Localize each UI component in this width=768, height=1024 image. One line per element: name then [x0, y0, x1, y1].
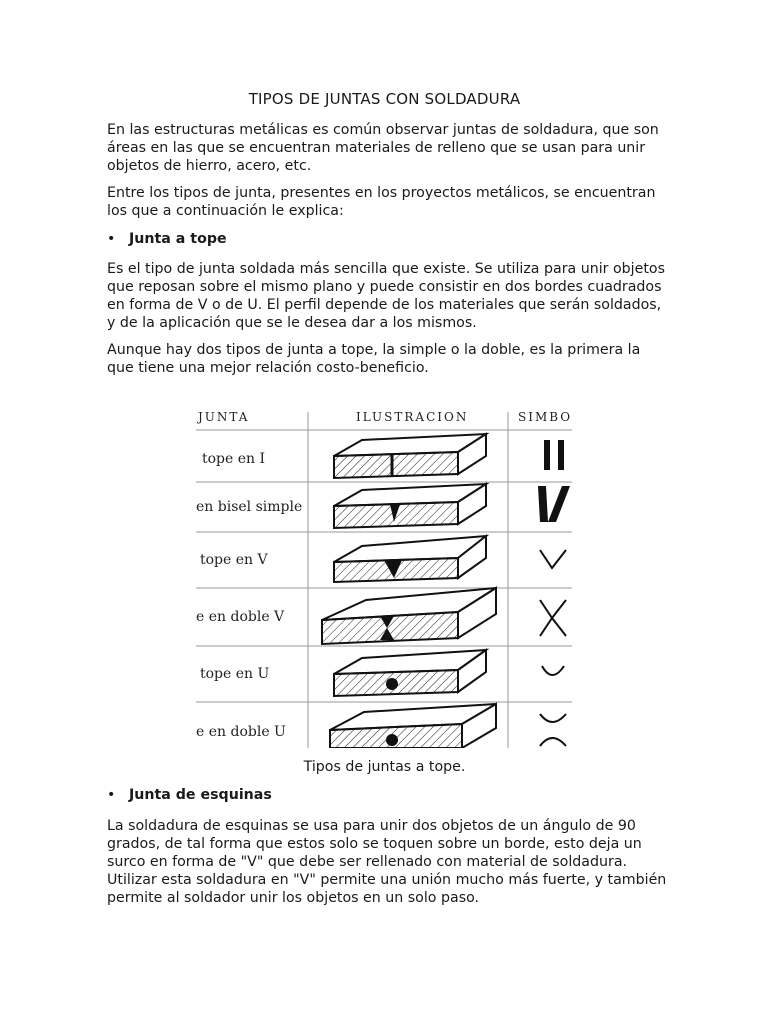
symbol-v-icon [540, 550, 566, 568]
illustration-tope-en-v [334, 536, 486, 582]
symbol-bevel-icon [538, 486, 570, 522]
bullet-icon: • [107, 231, 116, 247]
bullet-icon: • [107, 787, 116, 803]
symbol-i-icon [544, 440, 564, 470]
header-junta: JUNTA [198, 412, 250, 424]
row-label-tope-en-v: tope en V [200, 552, 268, 568]
row-label-tope-en-i: tope en I [202, 451, 266, 467]
symbol-double-u-icon [540, 714, 566, 746]
section-heading-label: Junta de esquinas [129, 787, 272, 803]
intro-paragraph-1: En las estructuras metálicas es común observar juntas de soldadura, que son áreas en las que se encuentran materiales de relleno que se usan para unir objetos de hierro, acero, etc. [107, 122, 659, 174]
row-label-bisel-simple: en bisel simple [196, 499, 303, 515]
row-label-doble-v: e en doble V [196, 609, 285, 625]
illustration-bisel-simple [334, 484, 486, 528]
illustration-doble-u [330, 704, 496, 748]
header-ilustracion: ILUSTRACION [356, 412, 469, 424]
illustration-doble-v [322, 588, 496, 644]
row-label-tope-en-u: tope en U [200, 666, 270, 682]
section-heading-junta-de-esquinas [107, 787, 272, 803]
symbol-x-icon [540, 600, 566, 636]
intro-paragraph-2: Entre los tipos de junta, presentes en los proyectos metálicos, se encuentran los que a continuación le explica: [107, 185, 656, 219]
section-heading-label: Junta a tope [129, 231, 227, 247]
junta-de-esquinas-paragraph: La soldadura de esquinas se usa para unir dos objetos de un ángulo de 90 grados, de tal forma que estos solo se toquen sobre un borde, esto deja un surco en forma de "V" que debe ser rellenado con material de soldadura. Utilizar esta soldadura en "V" permite una unión mucho más fuerte, y también permite al soldador unir los objetos en un solo paso. [107, 818, 667, 906]
symbol-u-icon [542, 666, 564, 675]
butt-joint-table-svg [196, 412, 572, 748]
figure-caption: Tipos de juntas a tope. [303, 759, 466, 775]
butt-joint-table-figure [196, 412, 572, 748]
row-label-doble-u: e en doble U [196, 724, 286, 740]
junta-a-tope-paragraph-2: Aunque hay dos tipos de junta a tope, la simple o la doble, es la primera la que tiene una mejor relación costo-beneficio. [107, 342, 641, 376]
junta-a-tope-paragraph-1: Es el tipo de junta soldada más sencilla que existe. Se utiliza para unir objetos que reposan sobre el mismo plano y puede consistir en dos bordes cuadrados en forma de V o de U. El perfil depende de los materiales que serán soldados, y de la aplicación que se le desea dar a los mismos. [107, 261, 665, 331]
section-heading-junta-a-tope [107, 231, 227, 247]
illustration-tope-en-i [334, 434, 486, 478]
page-title: TIPOS DE JUNTAS CON SOLDADURA [248, 90, 521, 108]
header-simbolo: SIMBO [518, 412, 572, 424]
illustration-tope-en-u [334, 650, 486, 696]
